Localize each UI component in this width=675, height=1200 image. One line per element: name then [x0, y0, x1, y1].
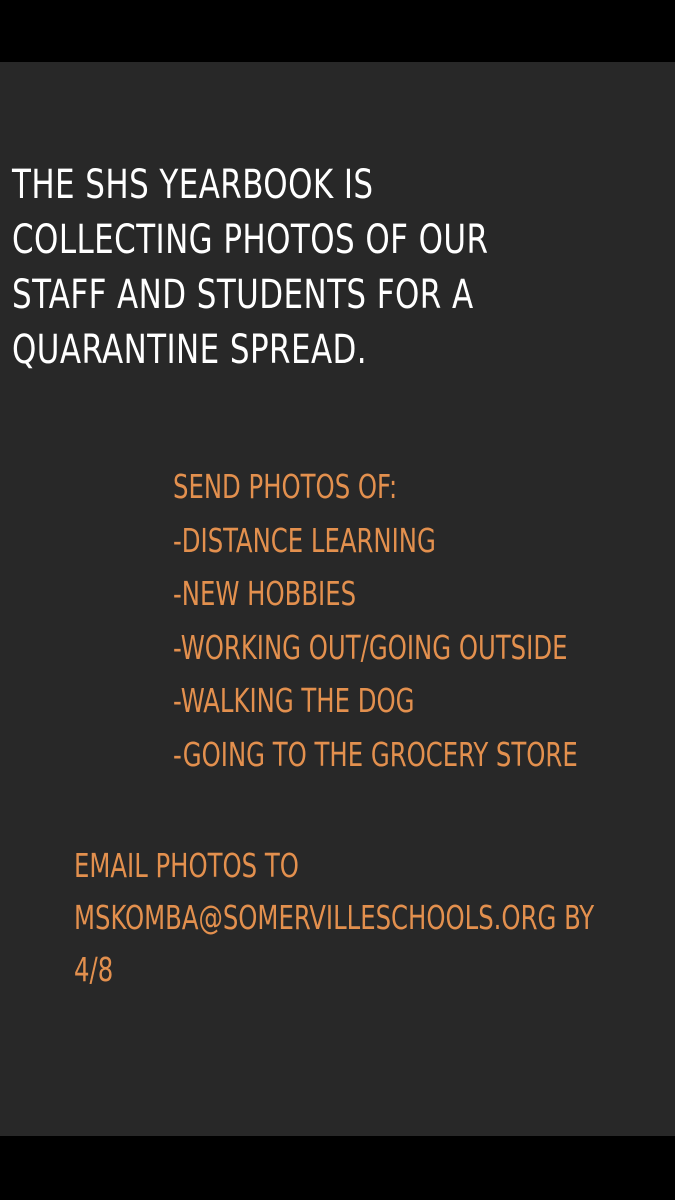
headline-line: QUARANTINE SPREAD.	[12, 327, 368, 373]
headline-line: COLLECTING PHOTOS OF OUR	[12, 217, 489, 263]
deadline-date: 4/8	[74, 950, 114, 989]
story-card	[0, 62, 675, 1136]
list-item: -WORKING OUT/GOING OUTSIDE	[173, 627, 568, 667]
email-line: EMAIL PHOTOS TO	[74, 846, 299, 885]
headline	[12, 158, 666, 378]
list-item: -WALKING THE DOG	[173, 681, 415, 720]
headline-line: THE SHS YEARBOOK IS	[12, 162, 374, 208]
send-photos-heading: SEND PHOTOS OF:	[173, 467, 398, 506]
list-item: -GOING TO THE GROCERY STORE	[173, 734, 578, 774]
send-photos-list	[173, 460, 578, 781]
list-item: -DISTANCE LEARNING	[173, 520, 436, 560]
list-item: -NEW HOBBIES	[173, 574, 357, 613]
email-instructions	[74, 840, 594, 996]
headline-line: STAFF AND STUDENTS FOR A	[12, 272, 474, 318]
email-address: MSKOMBA@SOMERVILLESCHOOLS.ORG BY	[74, 898, 595, 937]
